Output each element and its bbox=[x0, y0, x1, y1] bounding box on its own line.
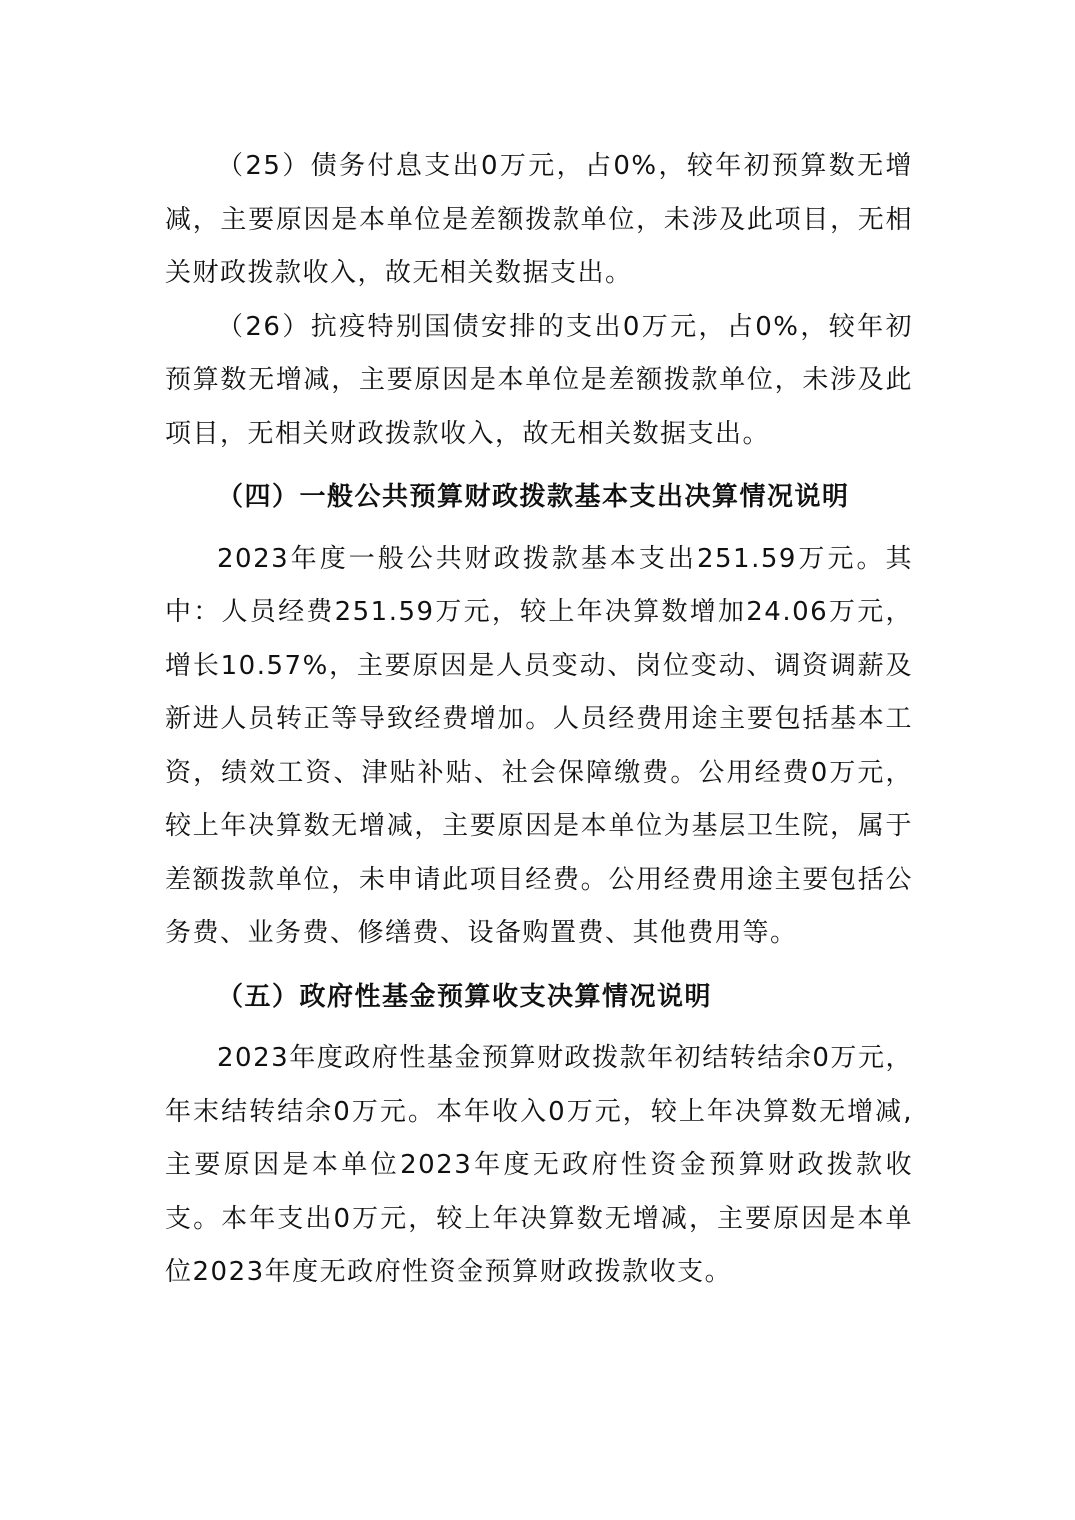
section-heading-government-fund: （五）政府性基金预算收支决算情况说明 bbox=[217, 981, 713, 1012]
section-heading-basic-expenditure: （四）一般公共预算财政拨款基本支出决算情况说明 bbox=[217, 482, 850, 512]
document-body bbox=[165, 140, 913, 1302]
paragraph-basic-expenditure: 2023年度一般公共财政拨款基本支出251.59万元。其中：人员经费251.59万元，较上年决算数增加24.06万元，增长10.57%，主要原因是人员变动、岗位变动、调资调薪及新进人员转正等导致经费增加。人员经费用途主要包括基本工资，绩效工资、津贴补贴、社会保障缴费。公用经费0万元，较上年决算数无增减，主要原因是本单位为基层卫生院，属于差额拨款单位，未申请此项目经费。公用经费用途主要包括公务费、业务费、修缮费、设备购置费、其他费用等。 bbox=[165, 543, 913, 948]
paragraph-government-fund: 2023年度政府性基金预算财政拨款年初结转结余0万元，年末结转结余0万元。本年收入0万元，较上年决算数无增减,主要原因是本单位2023年度无政府性资金预算财政拨款收支。本年支出0万元，较上年决算数无增减，主要原因是本单位2023年度无政府性资金预算财政拨款收支。 bbox=[165, 1043, 913, 1287]
paragraph-debt-interest-expense: （25）债务付息支出0万元，占0%，较年初预算数无增减，主要原因是本单位是差额拨款单位，未涉及此项目，无相关财政拨款收入，故无相关数据支出。 bbox=[165, 151, 913, 288]
paragraph-anti-epidemic-bond-expense: （26）抗疫特别国债安排的支出0万元，占0%，较年初预算数无增减，主要原因是本单位是差额拨款单位，未涉及此项目，无相关财政拨款收入，故无相关数据支出。 bbox=[165, 311, 913, 449]
